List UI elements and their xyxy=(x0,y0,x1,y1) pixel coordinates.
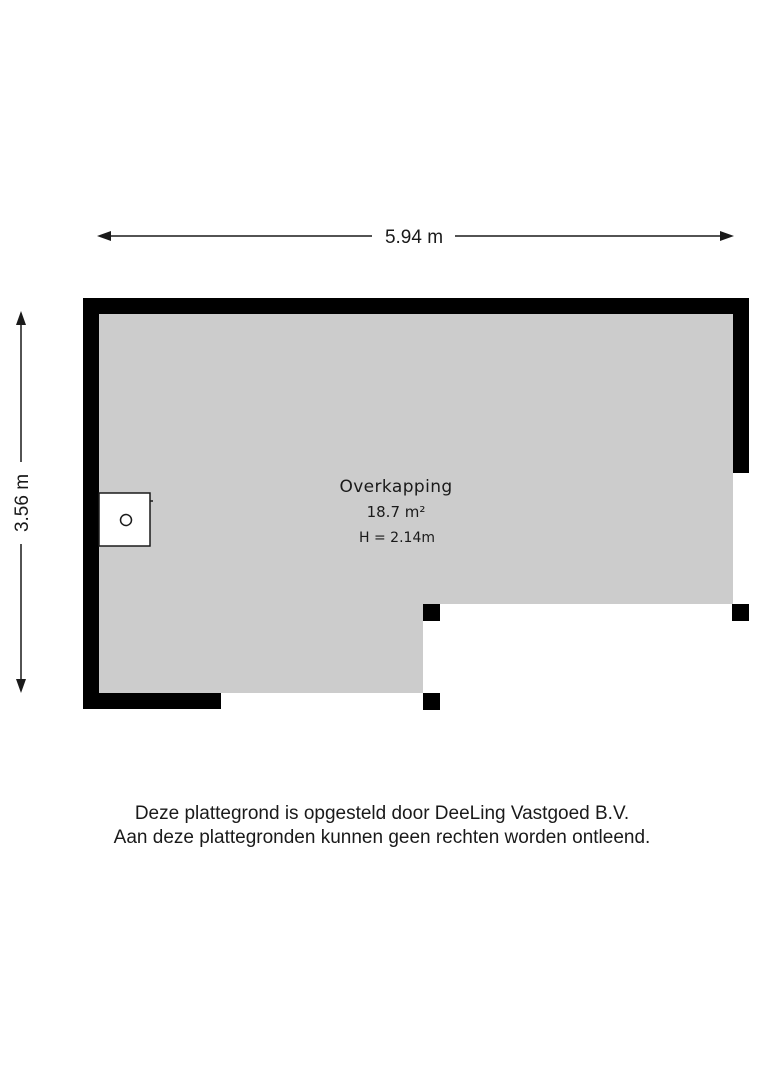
post-right xyxy=(732,604,749,621)
width-dimension-label: 5.94 m xyxy=(384,227,444,248)
drain-icon xyxy=(121,515,132,526)
disclaimer xyxy=(0,802,764,850)
posts xyxy=(423,604,749,710)
width-arrow-left-icon xyxy=(97,231,111,241)
width-dimension xyxy=(97,227,734,248)
wall-left xyxy=(83,298,99,709)
height-arrow-up-icon xyxy=(16,311,26,325)
height-dimension-label: 3.56 m xyxy=(12,473,33,533)
room-height: H = 2.14m xyxy=(359,530,435,546)
wall-top xyxy=(83,298,749,314)
room-area: 18.7 m² xyxy=(366,503,426,521)
disclaimer-line-2: Aan deze plattegronden kunnen geen rechten worden ontleend. xyxy=(113,827,651,848)
disclaimer-line-1: Deze plattegrond is opgesteld door DeeLing Vastgoed B.V. xyxy=(134,803,630,824)
sink-fixture xyxy=(99,493,153,546)
room-name: Overkapping xyxy=(339,477,453,497)
height-dimension xyxy=(12,311,33,693)
post-inner-corner xyxy=(423,604,440,621)
width-arrow-right-icon xyxy=(720,231,734,241)
wall-bottom xyxy=(83,693,221,709)
height-arrow-down-icon xyxy=(16,679,26,693)
post-bottom xyxy=(423,693,440,710)
wall-right xyxy=(733,298,749,473)
